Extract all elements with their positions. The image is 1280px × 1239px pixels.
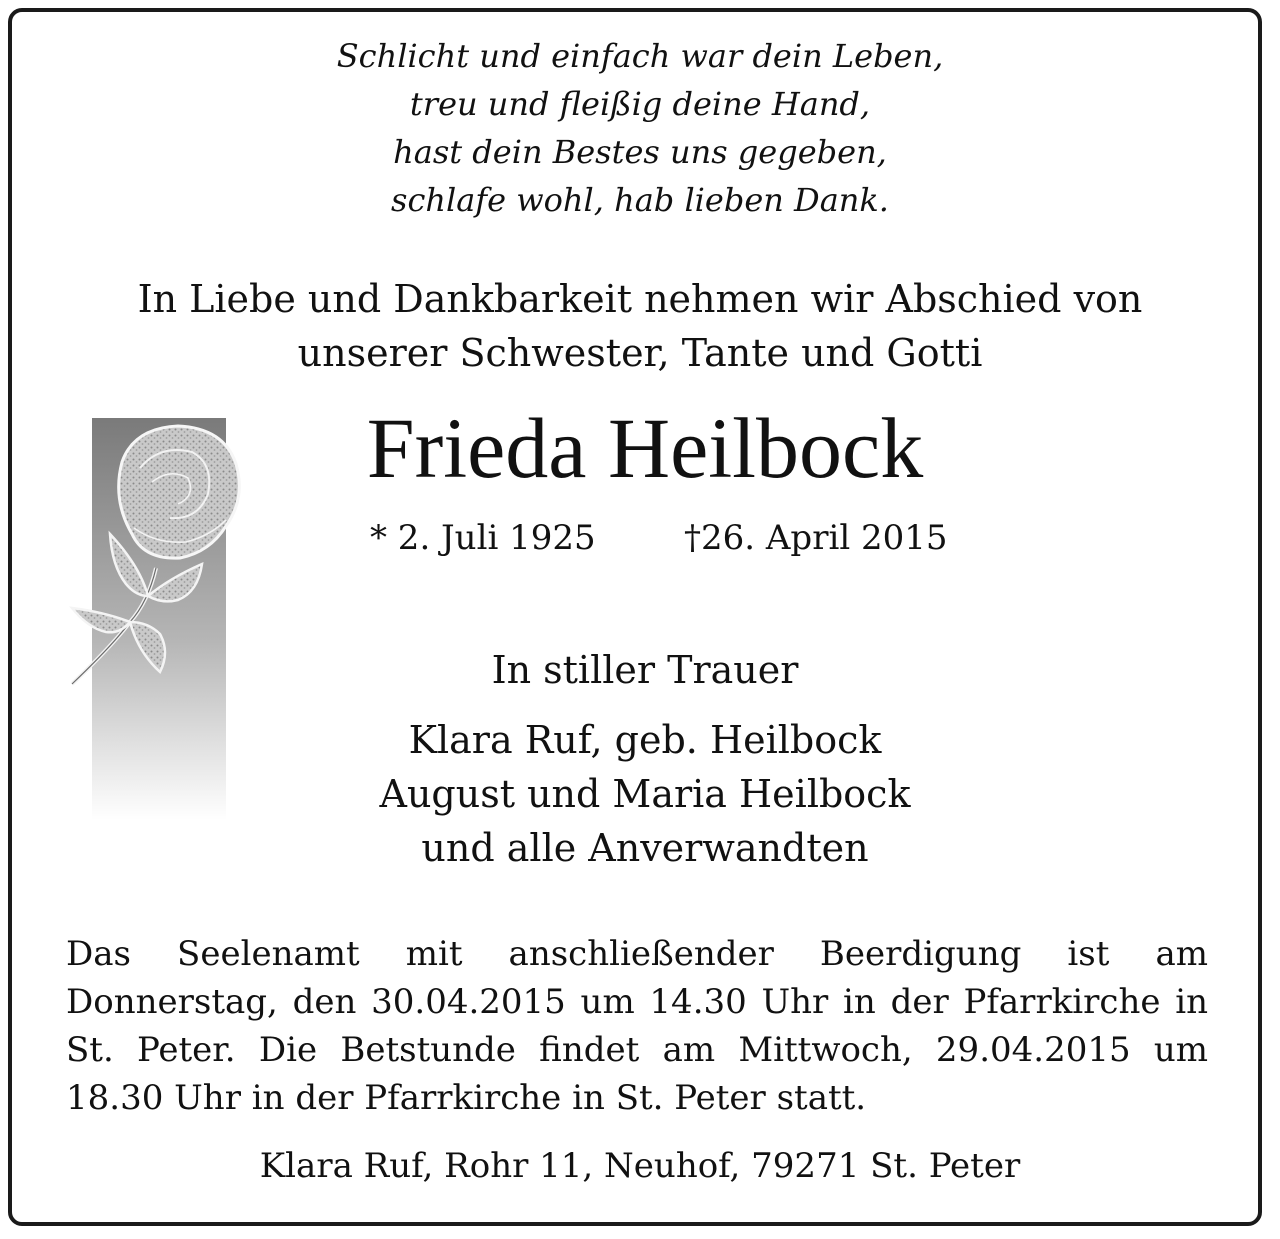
death-date: †26. April 2015 <box>684 518 948 558</box>
mourner-name: und alle Anverwandten <box>421 826 869 870</box>
farewell-intro <box>0 272 1280 380</box>
poem-line: Schlicht und einfach war dein Leben, <box>336 37 944 75</box>
mourner-name: Klara Ruf, geb. Heilbock <box>408 718 882 762</box>
birth-date: * 2. Juli 1925 <box>370 518 596 558</box>
contact-address: Klara Ruf, Rohr 11, Neuhof, 79271 St. Peter <box>259 1146 1021 1186</box>
poem-line: schlafe wohl, hab lieben Dank. <box>391 181 889 219</box>
poem-line: hast dein Bestes uns gegeben, <box>393 133 887 171</box>
funeral-notice: Das Seelenamt mit anschließender Beerdigung ist am Donnerstag, den 30.04.2015 um 14.30 Uhr in der Pfarrkirche in St. Peter. Die Betstunde findet am Mittwoch, 29.04.2015 um 18.30 Uhr in der Pfarrkirche in St. Peter statt. <box>66 934 1208 1118</box>
deceased-name: Frieda Heilbock <box>366 400 924 496</box>
intro-line: unserer Schwester, Tante und Gotti <box>297 331 983 375</box>
mourning-heading: In stiller Trauer <box>491 648 799 692</box>
rose-icon <box>60 416 260 820</box>
poem-line: treu und fleißig deine Hand, <box>409 85 871 123</box>
intro-line: In Liebe und Dankbarkeit nehmen wir Abschied von <box>137 277 1143 321</box>
memorial-poem <box>0 32 1280 224</box>
mourner-name: August und Maria Heilbock <box>379 772 911 816</box>
mourners-list <box>300 713 990 875</box>
